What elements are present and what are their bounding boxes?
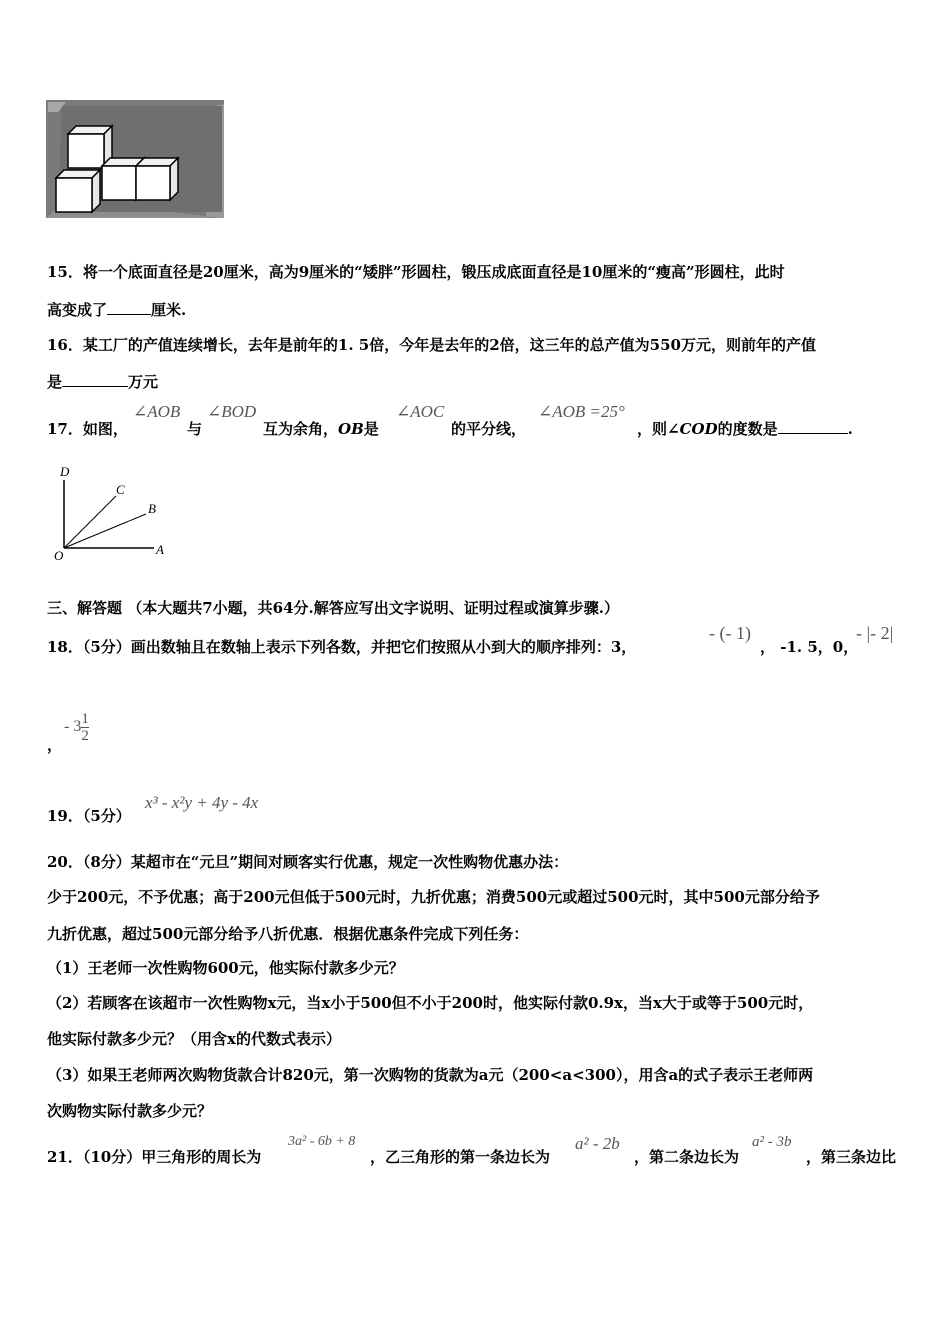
label-c: C	[116, 482, 125, 497]
q20-sub2-line2: 他实际付款多少元？（用含x的代数式表示）	[47, 1030, 341, 1048]
q15-line1: 15．将一个底面直径是20厘米，高为9厘米的“矮胖”形圆柱，锻压成底面直径是10厘米的“瘦高”形圆柱，此时	[47, 263, 785, 281]
q16-line2-a: 是	[47, 373, 63, 391]
label-o: O	[54, 548, 64, 560]
q21-text2: ，乙三角形的第一条边长为	[370, 1148, 551, 1166]
q21-side2-expr: a² - 3b	[752, 1134, 792, 1150]
q21-text4: ，第三条边比	[806, 1148, 897, 1166]
q17-angle-aoc: ∠AOC	[396, 402, 445, 421]
label-b: B	[148, 501, 156, 516]
q18-mixed-number	[64, 711, 89, 744]
q17-text-question	[637, 418, 853, 439]
q18-fraction-num: 1	[81, 711, 89, 727]
q18-expr-abs: - |- 2|	[856, 623, 894, 643]
label-a: A	[156, 542, 164, 557]
q18-fraction-den: 2	[81, 728, 89, 744]
q17-text-shi: 是	[363, 420, 379, 438]
q21-side1-expr: a² - 2b	[575, 1134, 620, 1153]
q19-label: 19．（5分）	[47, 807, 131, 825]
q16-line2	[47, 371, 158, 392]
label-d: D	[60, 464, 70, 479]
q17-text-ze: ，则∠	[637, 420, 680, 438]
q17-answer-blank[interactable]	[778, 419, 848, 434]
q20-sub1: （1）王老师一次性购物600元，他实际付款多少元？	[47, 959, 404, 977]
q17-cod: COD	[679, 420, 718, 438]
q15-line2-b: 厘米.	[151, 301, 187, 319]
q17-angle-bod: ∠BOD	[207, 402, 257, 421]
q17-text-bisector: 的平分线，	[451, 420, 527, 438]
section3-title: 三、解答题 （本大题共7小题，共64分.解答应写出文字说明、证明过程或演算步骤.）	[47, 599, 619, 617]
q15-line2-a: 高变成了	[47, 301, 108, 319]
q17-text-complement-a: 互为余角，	[263, 420, 339, 438]
q21-perimeter-expr: 3a² - 6b + 8	[288, 1134, 356, 1149]
q17-text-complement	[263, 418, 379, 439]
q18-expr-neg-neg1: - (- 1)	[709, 623, 751, 643]
q17-prefix: 17．如图，	[47, 420, 128, 438]
q17-text-degree: 的度数是	[717, 420, 778, 438]
q15-line2	[47, 299, 186, 320]
q20-line1: 20．（8分）某超市在“元旦”期间对顾客实行优惠，规定一次性购物优惠办法：	[47, 853, 569, 871]
q17-given-angle: ∠AOB =25°	[538, 402, 625, 421]
q16-answer-blank[interactable]	[62, 372, 128, 387]
q18-text-2: ， -1. 5，0，	[760, 638, 859, 656]
q17-period: .	[847, 420, 853, 438]
q17-angle-aob: ∠AOB	[133, 402, 181, 421]
q20-sub3-line2: 次购物实际付款多少元？	[47, 1102, 213, 1120]
q16-line1: 16．某工厂的产值连续增长，去年是前年的1. 5倍，今年是去年的2倍，这三年的总产值为550万元，则前年的产值	[47, 336, 816, 354]
q16-line2-b: 万元	[128, 373, 159, 391]
q20-sub3-line1: （3）如果王老师两次购物货款合计820元，第一次购物的货款为a元（200<a<300），用含a的式子表示王老师两	[47, 1066, 814, 1084]
q21-text3: ，第二条边长为	[634, 1148, 740, 1166]
q20-sub2-line1: （2）若顾客在该超市一次性购物x元，当x小于500但不小于200时，他实际付款0.9x，当x大于或等于500元时，	[47, 994, 814, 1012]
q17-ob: OB	[338, 420, 364, 438]
angle-diagram	[50, 460, 180, 560]
q18-comma: ，	[47, 736, 63, 754]
cubes-figure	[46, 100, 228, 224]
q17-text-yu: 与	[187, 420, 203, 438]
q19-expression: x³ - x²y + 4y - 4x	[145, 793, 259, 812]
q20-line2: 少于200元，不予优惠；高于200元但低于500元时，九折优惠；消费500元或超过500元时，其中500元部分给予	[47, 888, 820, 906]
q18-text: 18．（5分）画出数轴且在数轴上表示下列各数，并把它们按照从小到大的顺序排列：3，	[47, 638, 637, 656]
q18-mixed-whole: - 3	[64, 718, 82, 736]
q20-line3: 九折优惠，超过500元部分给予八折优惠．根据优惠条件完成下列任务：	[47, 925, 529, 943]
q21-text1: 21．（10分）甲三角形的周长为	[47, 1148, 262, 1166]
q15-answer-blank[interactable]	[107, 300, 151, 315]
q18-fraction	[81, 711, 89, 744]
